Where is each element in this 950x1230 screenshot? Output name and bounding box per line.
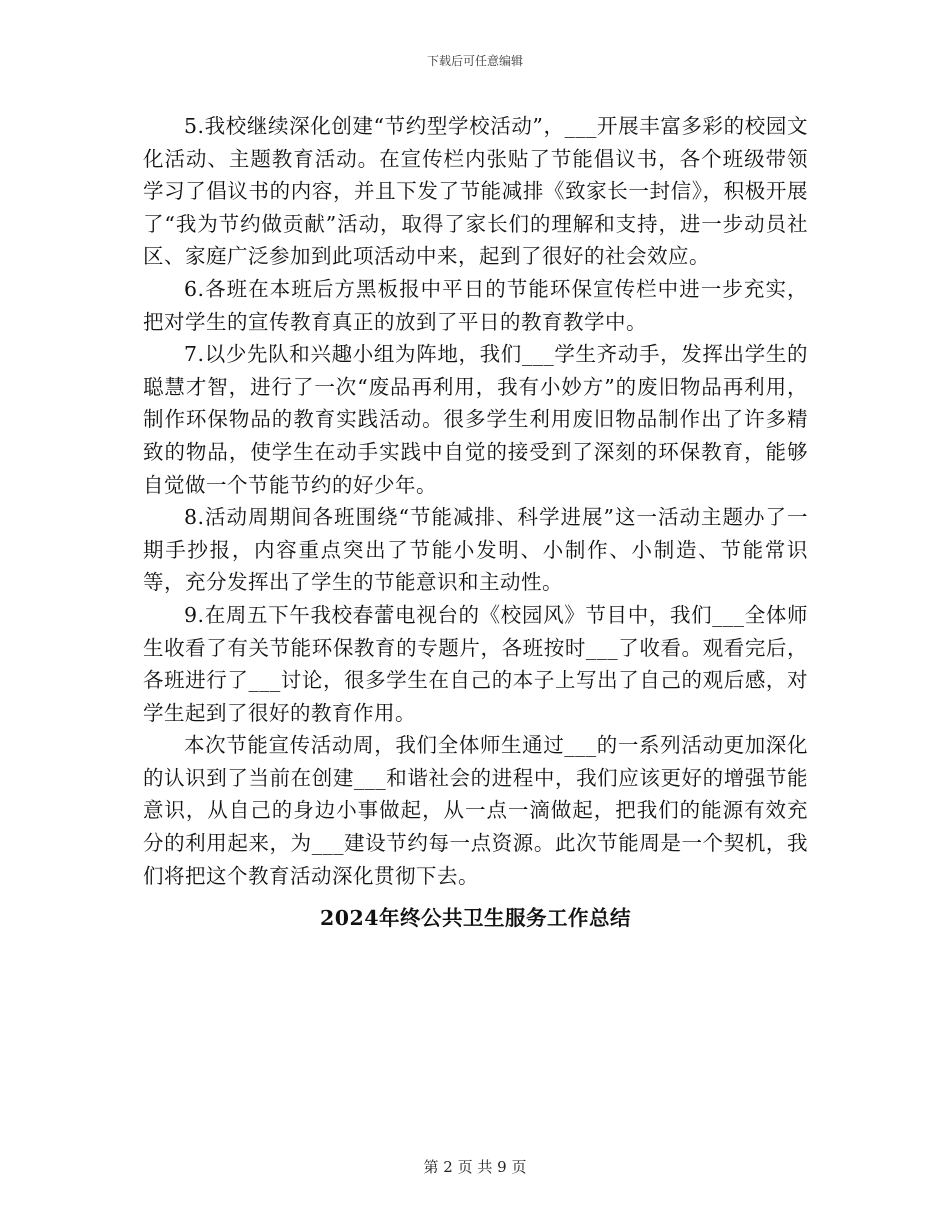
paragraph-6: 6.各班在本班后方黑板报中平日的节能环保宣传栏中进一步充实，把对学生的宣传教育真正的放到了平日的教育教学中。 [143,276,808,334]
page-header: 下载后可任意编辑 [426,54,523,68]
paragraph-7: 7.以少先队和兴趣小组为阵地，我们___学生齐动手，发挥出学生的聪慧才智，进行了一次“废品再利用，我有小妙方”的废旧物品再利用，制作环保物品的教育实践活动。很多学生利用废旧物品制作出了许多精致的物品，使学生在动手实践中自觉的接受到了深刻的环保教育，能够自觉做一个节能节约的好少年。 [143,342,808,497]
document-body [143,110,808,934]
paragraph-summary: 本次节能宣传活动周，我们全体师生通过___的一系列活动更加深化的认识到了当前在创建___和谐社会的进程中，我们应该更好的增强节能意识，从自己的身边小事做起，从一点一滴做起，把我们的能源有效充分的利用起来，为___建设节约每一点资源。此次节能周是一个契机，我们将把这个教育活动深化贯彻下去。 [143,733,808,888]
paragraph-5: 5.我校继续深化创建“节约型学校活动”，___开展丰富多彩的校园文化活动、主题教育活动。在宣传栏内张贴了节能倡议书，各个班级带领学习了倡议书的内容，并且下发了节能减排《致家长一封信》，积极开展了“我为节约做贡献”活动，取得了家长们的理解和支持，进一步动员社区、家庭广泛参加到此项活动中来，起到了很好的社会效应。 [143,114,808,269]
page-number: 第 2 页 共 9 页 [423,1158,527,1176]
paragraph-8: 8.活动周期间各班围绕“节能减排、科学进展”这一活动主题办了一期手抄报，内容重点突出了节能小发明、小制作、小制造、节能常识等，充分发挥出了学生的节能意识和主动性。 [143,505,808,595]
paragraph-9: 9.在周五下午我校春蕾电视台的《校园风》节目中，我们___全体师生收看了有关节能环保教育的专题片，各班按时___了收看。观看完后，各班进行了___讨论，很多学生在自己的本子上写出了自己的观后感，对学生起到了很好的教育作用。 [143,602,808,725]
section-title: 2024年终公共卫生服务工作总结 [319,906,632,931]
